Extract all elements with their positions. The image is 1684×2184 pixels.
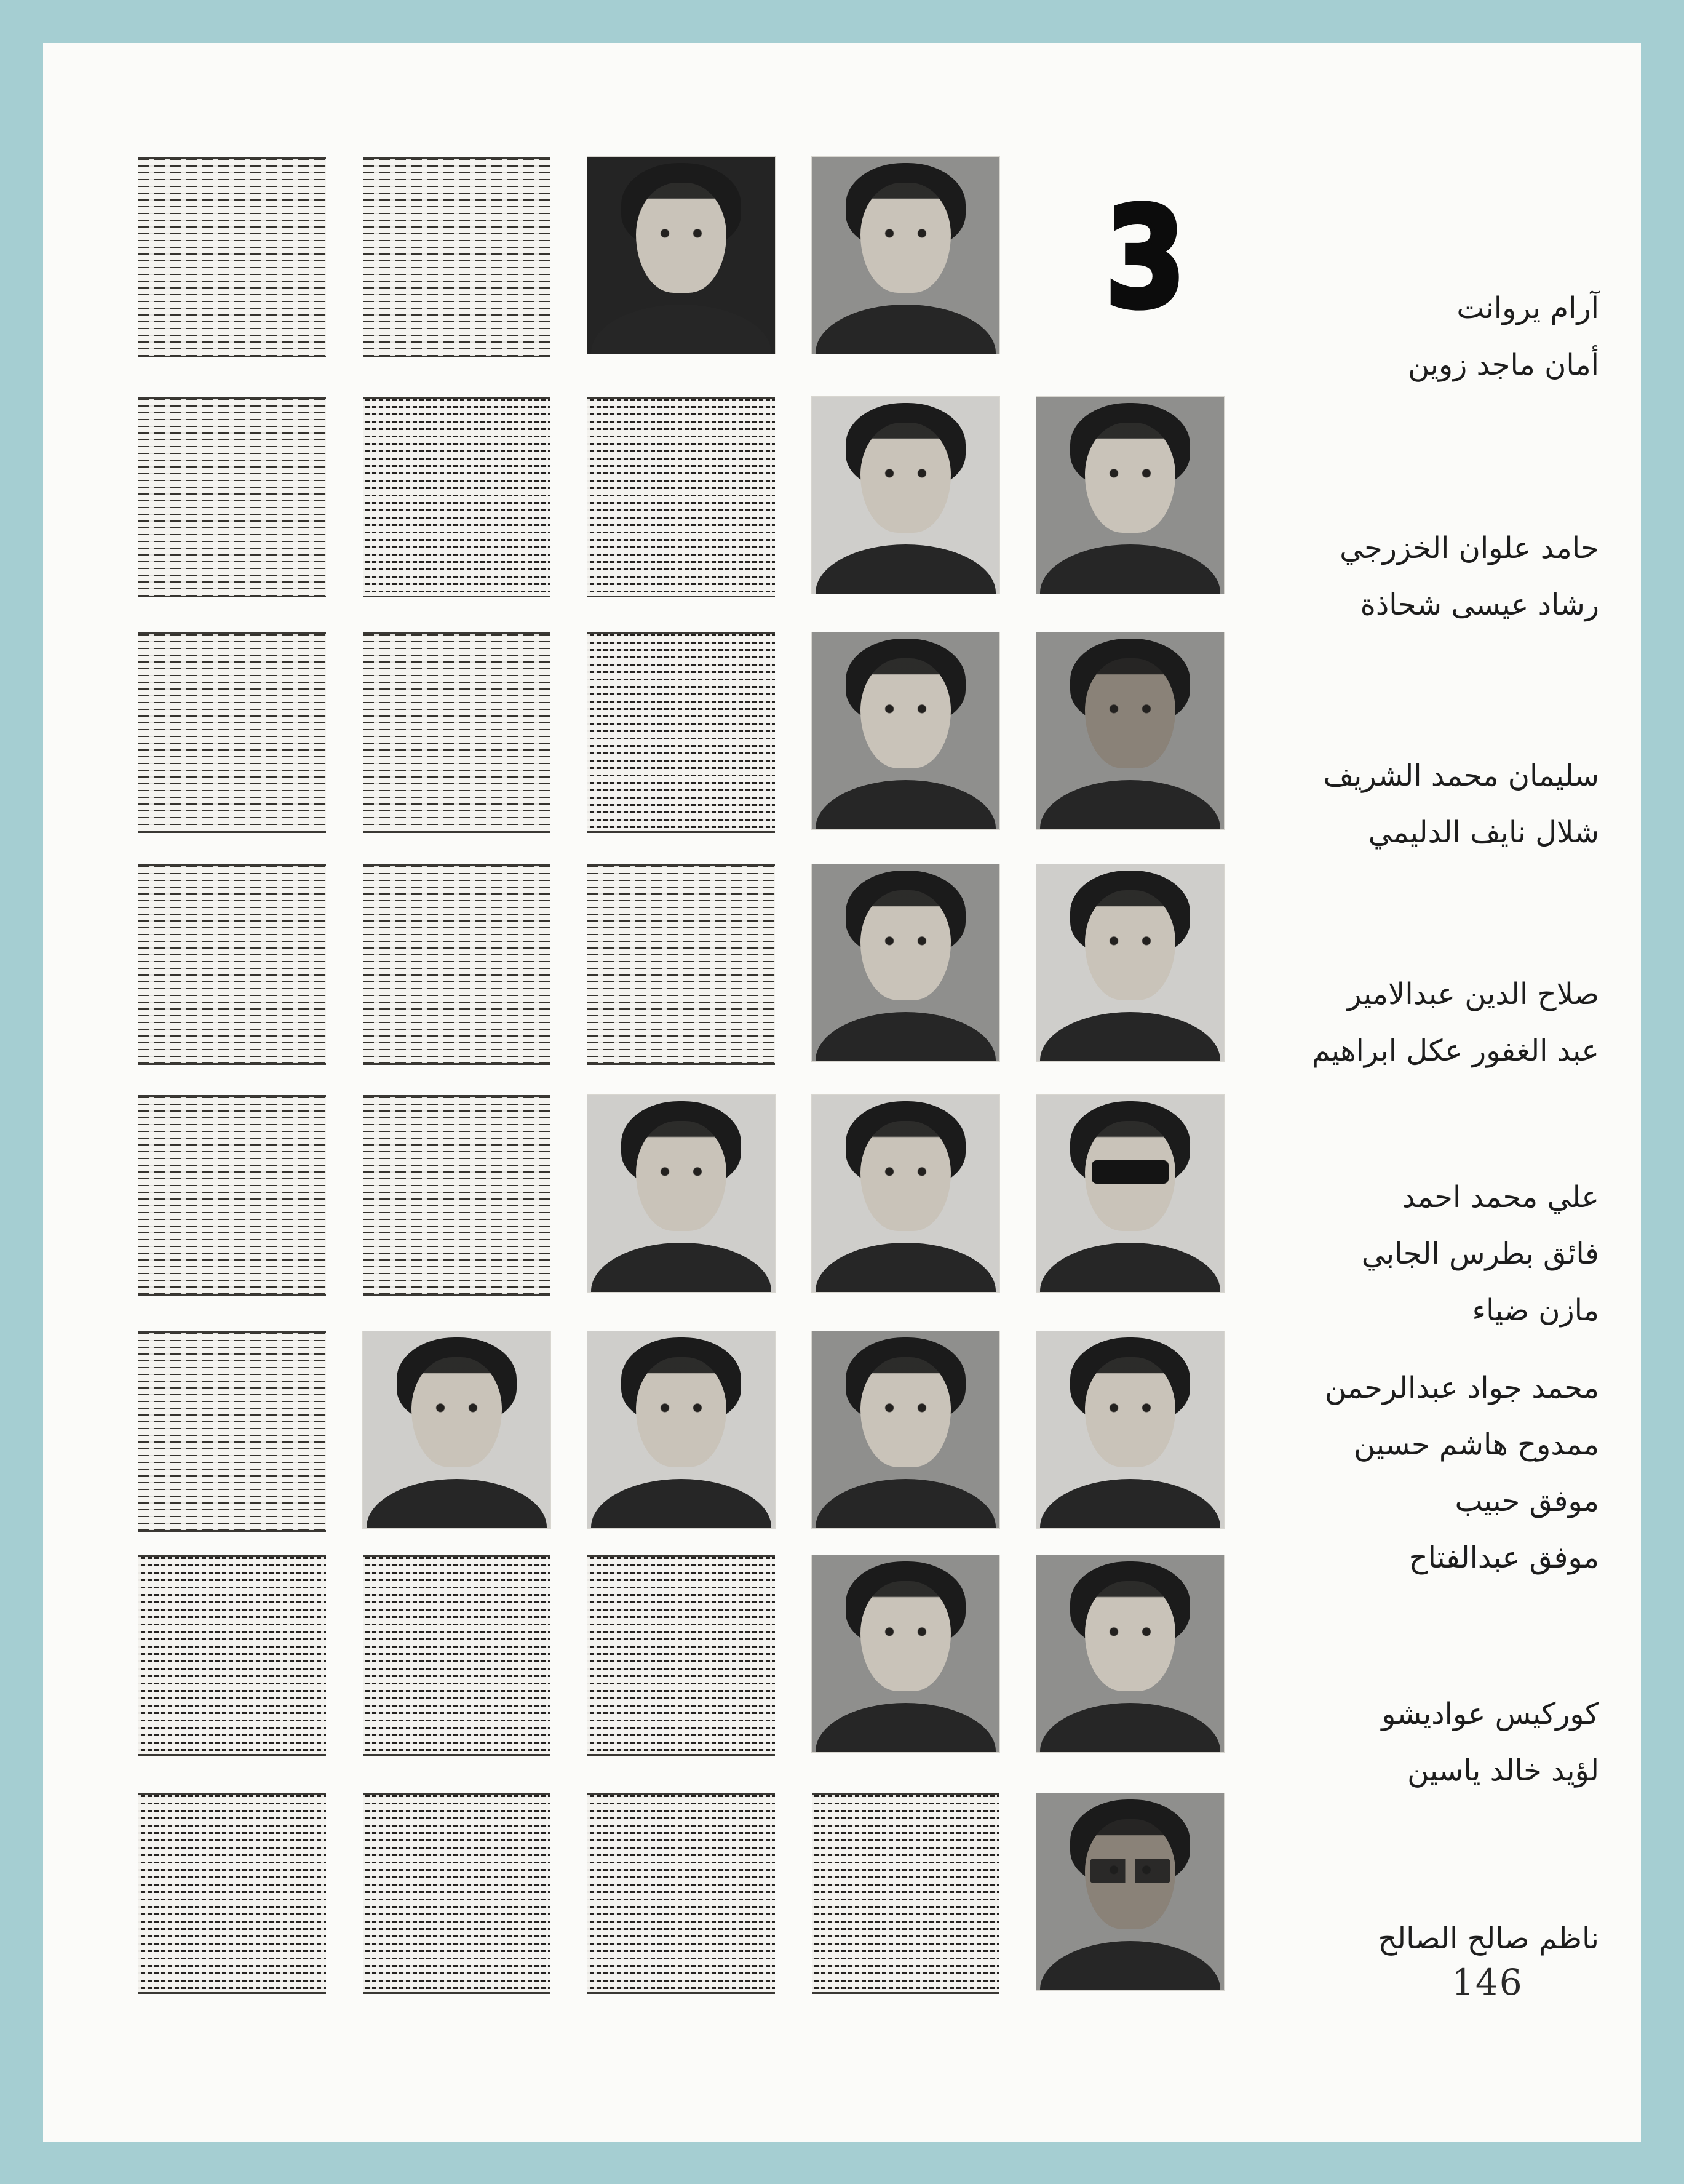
portrait-face (1085, 423, 1175, 533)
student-names (1205, 1910, 1599, 1967)
redacted-photo-block (587, 1793, 775, 1994)
redacted-photo-block (363, 1555, 550, 1756)
student-name: سليمان محمد الشريف (1323, 759, 1599, 793)
portrait-face (636, 1121, 726, 1231)
portrait-shoulders (816, 305, 996, 354)
portrait-photo (812, 157, 999, 354)
student-name: فائق بطرس الجابي (1361, 1237, 1599, 1271)
page-number: 146 (1452, 1961, 1523, 2003)
redacted-photo-block (363, 864, 550, 1065)
portrait-face (1085, 890, 1175, 1000)
redacted-photo-block (363, 1793, 550, 1994)
portrait-shoulders (816, 1703, 996, 1752)
redacted-photo-block (587, 1555, 775, 1756)
portrait-photo (1036, 1095, 1224, 1292)
portrait-face (1085, 658, 1175, 768)
student-name: ناظم صالح الصالح (1378, 1921, 1599, 1956)
portrait-face (411, 1357, 501, 1467)
portrait-photo (1036, 632, 1224, 829)
student-names (1205, 280, 1599, 393)
student-names (1205, 520, 1599, 633)
portrait-face (1085, 1581, 1175, 1691)
portrait-face (860, 1357, 950, 1467)
portrait-face (860, 1581, 950, 1691)
redacted-photo-block (363, 397, 550, 597)
student-name: حامد علوان الخزرجي (1340, 531, 1599, 565)
portrait-photo (1036, 864, 1224, 1061)
portrait-face (860, 423, 950, 533)
portrait-shoulders (591, 1243, 771, 1292)
portrait-shoulders (1040, 780, 1220, 829)
portrait-photo (1036, 1555, 1224, 1752)
redacted-photo-block (138, 397, 326, 597)
portrait-face (636, 183, 726, 293)
portrait-photo (812, 1331, 999, 1528)
student-name: موفق عبدالفتاح (1408, 1540, 1599, 1575)
student-names (1205, 747, 1599, 861)
portrait-face (860, 183, 950, 293)
student-name: محمد جواد عبدالرحمن (1324, 1371, 1599, 1405)
redacted-photo-block (138, 632, 326, 833)
student-names (1205, 966, 1599, 1079)
student-name: كوركيس عواديشو (1381, 1697, 1599, 1731)
student-name: رشاد عيسى شحاذة (1360, 588, 1599, 622)
redacted-photo-block (138, 1793, 326, 1994)
redacted-photo-block (812, 1793, 999, 1994)
portrait-shoulders (1040, 544, 1220, 594)
portrait-face (860, 658, 950, 768)
redacted-photo-block (587, 397, 775, 597)
student-name: مازن ضياء (1472, 1293, 1599, 1328)
portrait-face (1085, 1819, 1175, 1929)
portrait-face (636, 1357, 726, 1467)
redacted-photo-block (363, 157, 550, 357)
portrait-photo (587, 1095, 775, 1292)
page-paper (43, 43, 1641, 2142)
portrait-face (860, 1121, 950, 1231)
portrait-shoulders (1040, 1703, 1220, 1752)
redacted-photo-block (138, 1095, 326, 1296)
redacted-photo-block (138, 1555, 326, 1756)
portrait-shoulders (1040, 1941, 1220, 1990)
portrait-photo (812, 864, 999, 1061)
student-name: آرام يروانت (1456, 291, 1599, 325)
portrait-shoulders (816, 544, 996, 594)
student-name: موفق حبيب (1455, 1484, 1599, 1518)
portrait-shoulders (591, 305, 771, 354)
redacted-photo-block (363, 1095, 550, 1296)
student-name: علي محمد احمد (1402, 1180, 1599, 1214)
section-number: 3 (1105, 178, 1186, 338)
portrait-photo (587, 1331, 775, 1528)
portrait-shoulders (816, 1243, 996, 1292)
portrait-face (1085, 1121, 1175, 1231)
portrait-photo (1036, 397, 1224, 594)
redacted-photo-block (587, 632, 775, 833)
portrait-photo (1036, 1793, 1224, 1990)
portrait-photo (587, 157, 775, 354)
redacted-photo-block (138, 1331, 326, 1532)
portrait-photo (1036, 1331, 1224, 1528)
student-names (1205, 1169, 1599, 1339)
portrait-photo (812, 397, 999, 594)
portrait-photo (812, 1555, 999, 1752)
redacted-photo-block (587, 864, 775, 1065)
portrait-photo (363, 1331, 550, 1528)
portrait-face (1085, 1357, 1175, 1467)
portrait-shoulders (1040, 1479, 1220, 1528)
student-name: شلال نايف الدليمي (1368, 815, 1599, 850)
portrait-photo (812, 632, 999, 829)
redacted-photo-block (363, 632, 550, 833)
portrait-shoulders (591, 1479, 771, 1528)
portrait-shoulders (816, 1479, 996, 1528)
portrait-shoulders (816, 780, 996, 829)
portrait-shoulders (1040, 1243, 1220, 1292)
student-name: أمان ماجد زوين (1408, 348, 1599, 382)
student-name: ممدوح هاشم حسين (1354, 1427, 1599, 1462)
student-names (1205, 1360, 1599, 1586)
redacted-photo-block (138, 864, 326, 1065)
student-name: لؤيد خالد ياسين (1407, 1753, 1599, 1788)
student-name: صلاح الدين عبدالامير (1347, 977, 1599, 1011)
portrait-shoulders (1040, 1012, 1220, 1061)
portrait-photo (812, 1095, 999, 1292)
student-name: عبد الغفور عكل ابراهيم (1311, 1034, 1599, 1068)
portrait-shoulders (816, 1012, 996, 1061)
student-names (1205, 1686, 1599, 1799)
portrait-shoulders (367, 1479, 547, 1528)
portrait-face (860, 890, 950, 1000)
redacted-photo-block (138, 157, 326, 357)
